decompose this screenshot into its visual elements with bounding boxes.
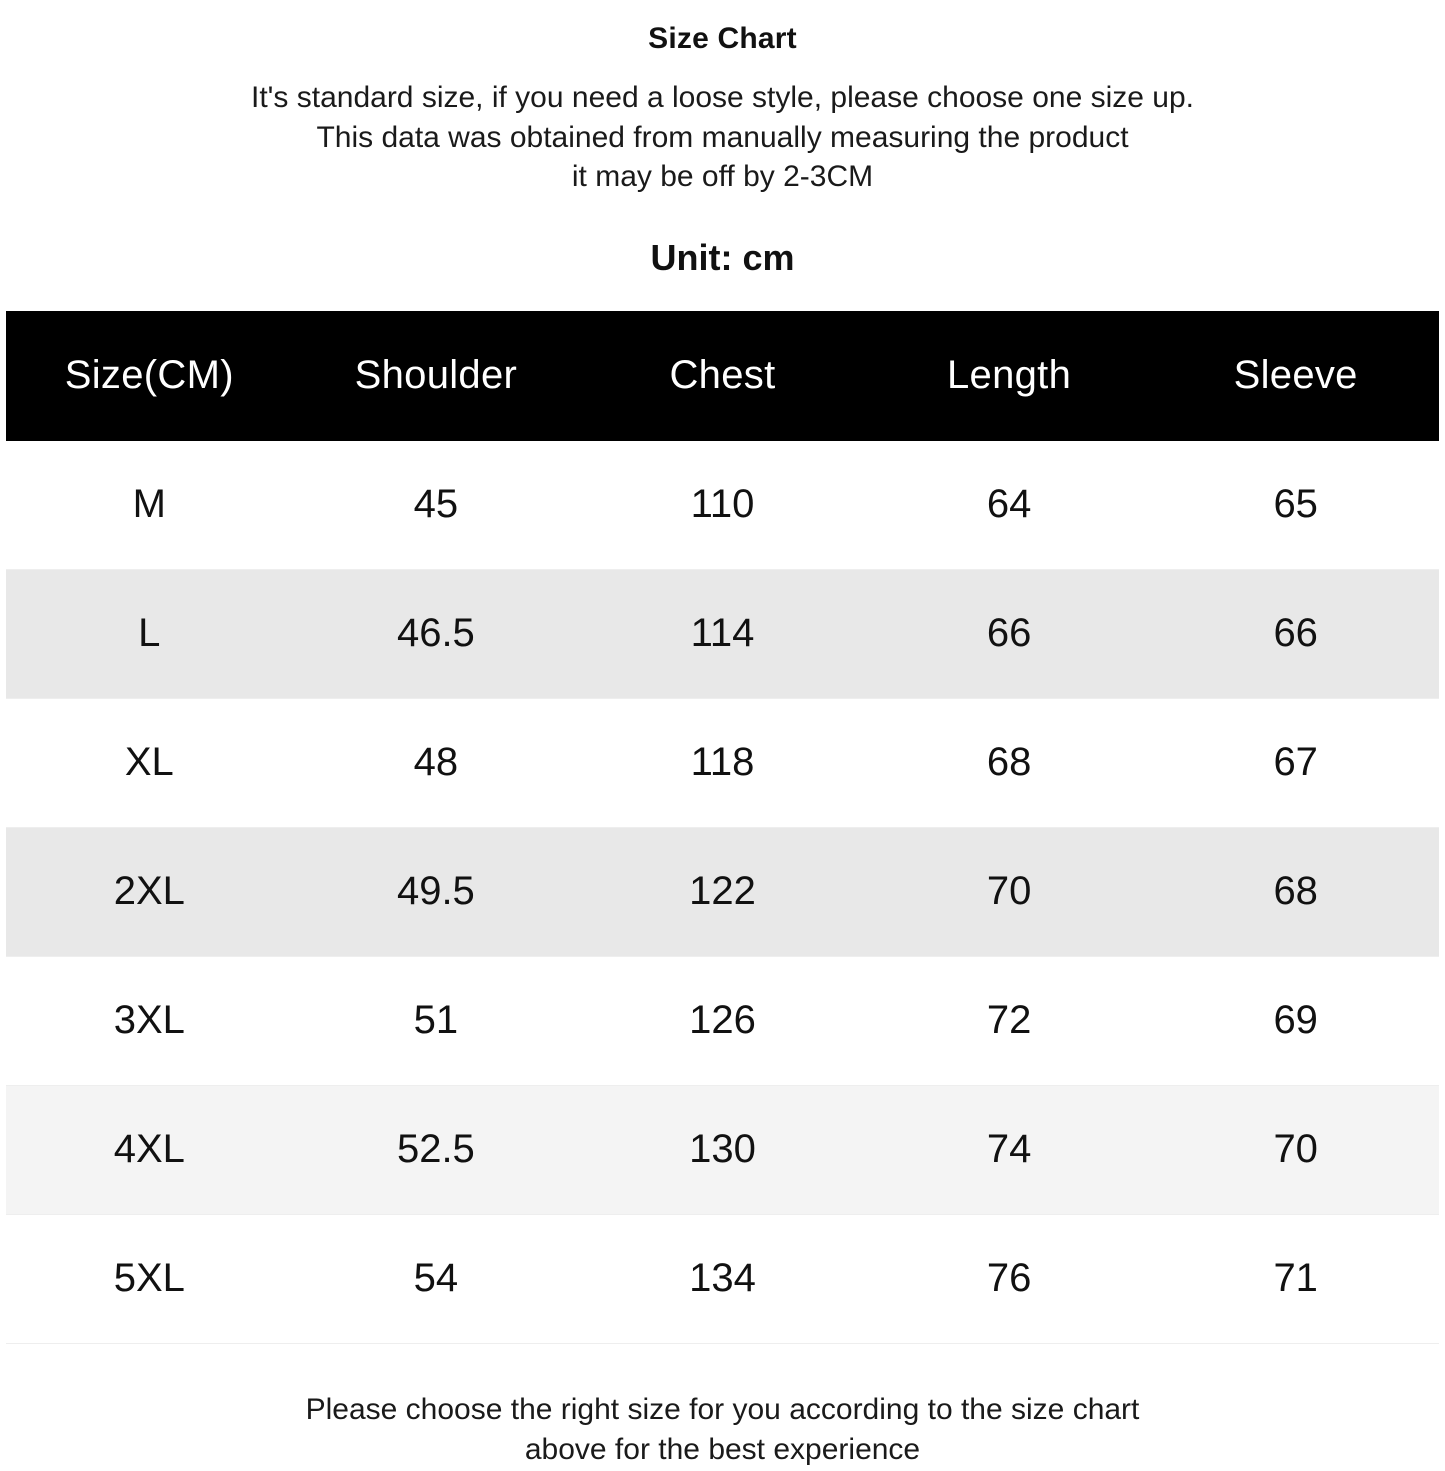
size-note-line-1: It's standard size, if you need a loose style, please choose one size up. xyxy=(251,81,1194,114)
size-note-line-3: it may be off by 2-3CM xyxy=(571,160,874,194)
size-table-body xyxy=(6,441,1439,1344)
page-title: Size Chart xyxy=(648,22,797,55)
column-header-length: Length xyxy=(866,311,1153,441)
cell-shoulder: 51 xyxy=(293,956,580,1085)
cell-size: 2XL xyxy=(6,827,293,956)
cell-shoulder: 46.5 xyxy=(293,569,580,698)
table-row xyxy=(6,1214,1439,1343)
cell-chest: 118 xyxy=(579,698,866,827)
footer-line-2: above for the best experience xyxy=(524,1433,921,1467)
size-notes xyxy=(251,78,1194,197)
size-table-container xyxy=(6,311,1439,1344)
cell-length: 64 xyxy=(866,441,1153,570)
cell-shoulder: 52.5 xyxy=(293,1085,580,1214)
cell-sleeve: 71 xyxy=(1152,1214,1439,1343)
cell-sleeve: 66 xyxy=(1152,569,1439,698)
cell-chest: 122 xyxy=(579,827,866,956)
table-row xyxy=(6,956,1439,1085)
size-note-line-2: This data was obtained from manually measuring the product xyxy=(316,120,1129,154)
table-row xyxy=(6,441,1439,570)
cell-size: L xyxy=(6,569,293,698)
cell-length: 72 xyxy=(866,956,1153,1085)
column-header-sleeve: Sleeve xyxy=(1152,311,1439,441)
column-header-size: Size(CM) xyxy=(6,311,293,441)
cell-length: 74 xyxy=(866,1085,1153,1214)
table-row xyxy=(6,827,1439,956)
table-header-row xyxy=(6,311,1439,441)
cell-sleeve: 70 xyxy=(1152,1085,1439,1214)
table-row xyxy=(6,569,1439,698)
cell-size: 4XL xyxy=(6,1085,293,1214)
unit-label: Unit: cm xyxy=(650,236,795,278)
cell-chest: 110 xyxy=(579,441,866,570)
footer-line-1: Please choose the right size for you according to the size chart xyxy=(305,1392,1140,1426)
cell-size: XL xyxy=(6,698,293,827)
cell-size: M xyxy=(6,441,293,570)
cell-length: 76 xyxy=(866,1214,1153,1343)
cell-sleeve: 67 xyxy=(1152,698,1439,827)
cell-shoulder: 48 xyxy=(293,698,580,827)
cell-length: 66 xyxy=(866,569,1153,698)
footer-note xyxy=(306,1390,1140,1471)
column-header-shoulder: Shoulder xyxy=(293,311,580,441)
cell-chest: 126 xyxy=(579,956,866,1085)
cell-shoulder: 54 xyxy=(293,1214,580,1343)
cell-length: 68 xyxy=(866,698,1153,827)
table-row xyxy=(6,698,1439,827)
cell-sleeve: 69 xyxy=(1152,956,1439,1085)
table-row xyxy=(6,1085,1439,1214)
cell-shoulder: 45 xyxy=(293,441,580,570)
size-table-head xyxy=(6,311,1439,441)
cell-sleeve: 65 xyxy=(1152,441,1439,570)
cell-size: 3XL xyxy=(6,956,293,1085)
size-table xyxy=(6,311,1439,1344)
column-header-chest: Chest xyxy=(579,311,866,441)
cell-length: 70 xyxy=(866,827,1153,956)
cell-sleeve: 68 xyxy=(1152,827,1439,956)
cell-chest: 130 xyxy=(579,1085,866,1214)
cell-chest: 134 xyxy=(579,1214,866,1343)
cell-shoulder: 49.5 xyxy=(293,827,580,956)
cell-chest: 114 xyxy=(579,569,866,698)
cell-size: 5XL xyxy=(6,1214,293,1343)
